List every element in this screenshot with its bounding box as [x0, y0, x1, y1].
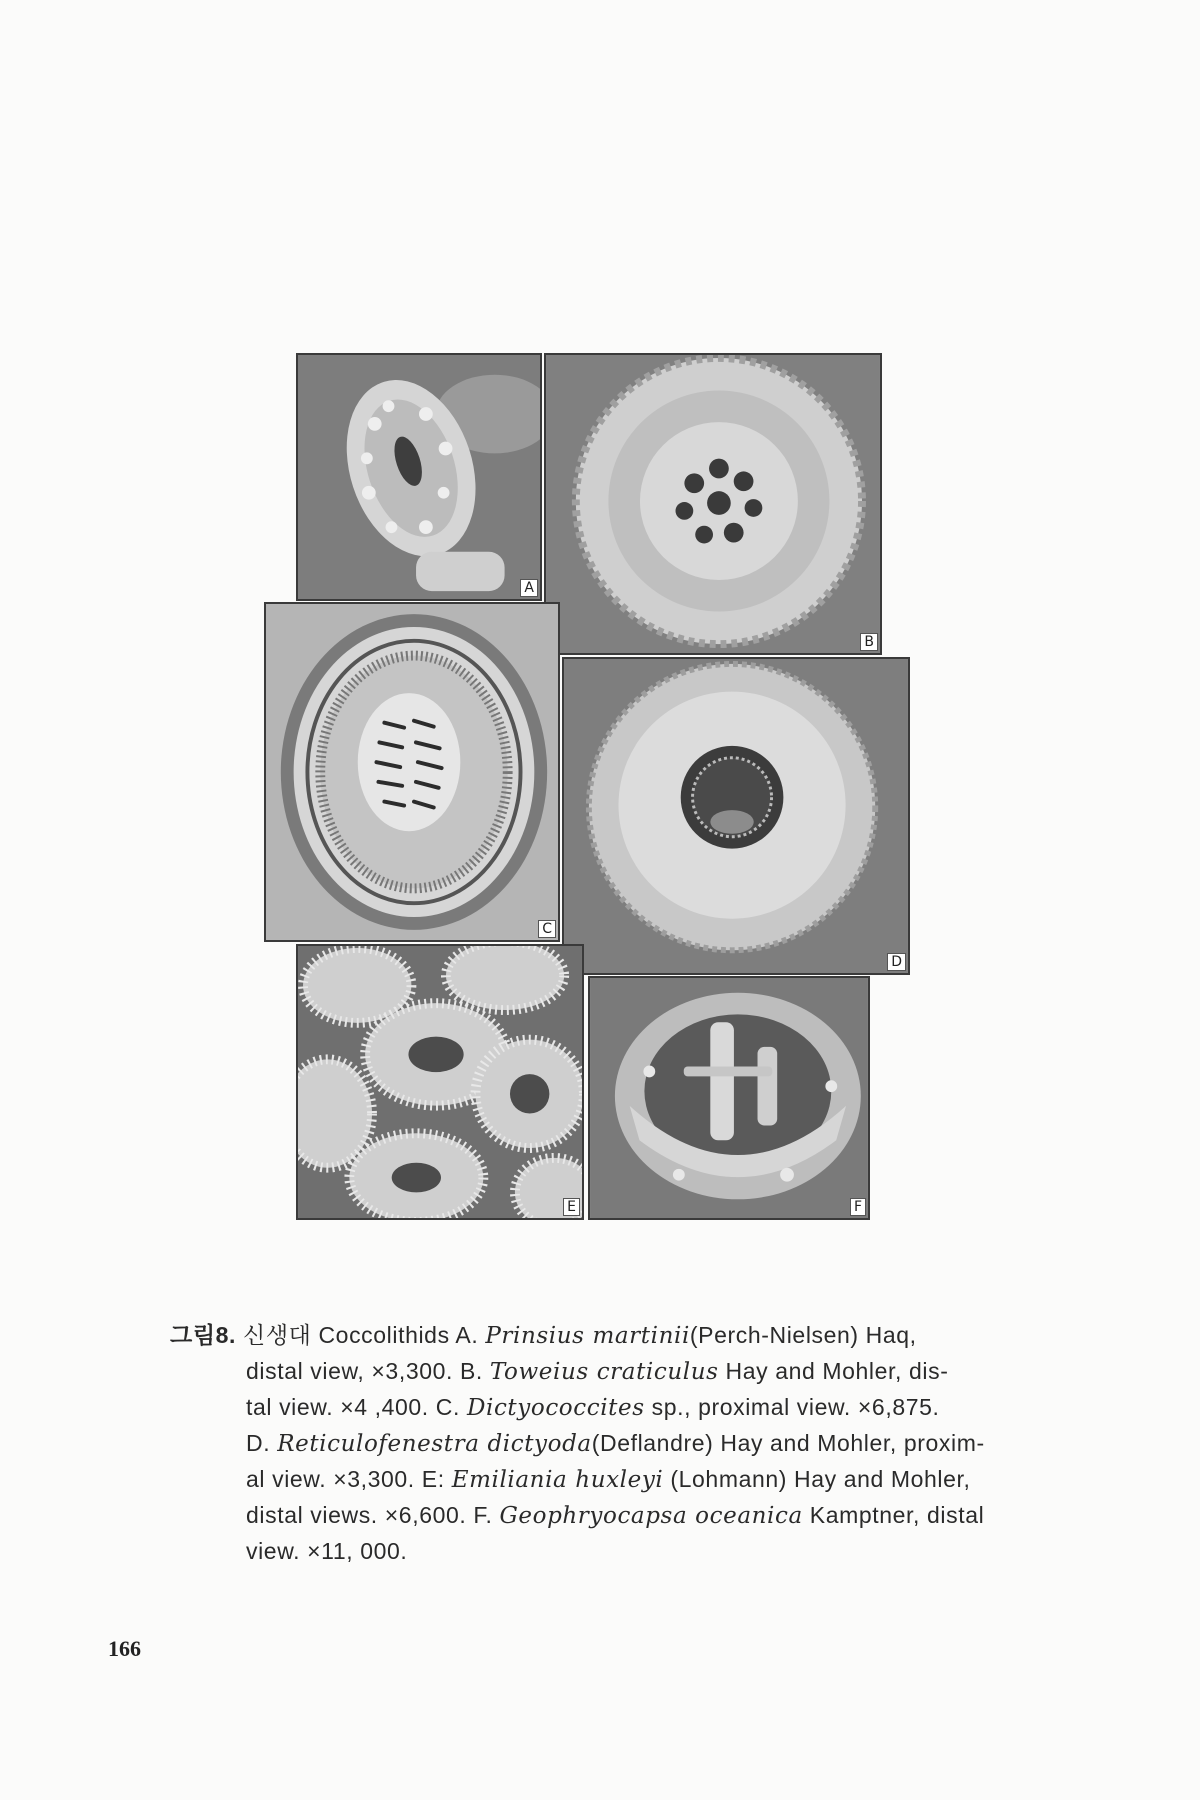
micrograph-panel-d [562, 657, 910, 975]
panel-label-d: D [887, 953, 906, 971]
caption-line-7: view. ×11, 000. [246, 1538, 408, 1564]
figure-caption [170, 1318, 1030, 1569]
panel-label-e: E [563, 1198, 580, 1216]
micrograph-panel-c [264, 602, 560, 942]
coccolith-oval-knobbed-icon [298, 355, 540, 599]
panel-label-c: C [538, 920, 556, 938]
page-number: 166 [108, 1636, 141, 1661]
caption-line-3: tal view. ×4 ,400. C. Dictyococcites sp., proximal view. ×6,875. [246, 1394, 940, 1421]
caption-line-1: 그림8. 신생대 Coccolithids A. Prinsius martinii(Perch-Nielsen) Haq, [170, 1322, 917, 1349]
coccolith-crenulated-ring-icon [546, 355, 880, 653]
micrograph-panel-e [296, 944, 584, 1220]
micrograph-panel-a [296, 353, 542, 601]
panel-label-b: B [860, 633, 878, 651]
coccolith-arched-icon [590, 978, 868, 1218]
micrograph-panel-b [544, 353, 882, 655]
caption-line-2: distal view, ×3,300. B. Toweius craticulus Hay and Mohler, dis- [246, 1358, 949, 1385]
coccolith-cluster-icon [298, 946, 582, 1218]
figure-number: 그림8. [170, 1322, 237, 1348]
caption-line-5: al view. ×3,300. E: Emiliania huxleyi (Lohmann) Hay and Mohler, [246, 1466, 971, 1493]
coccolith-donut-icon [564, 659, 908, 973]
coccolith-elliptical-slits-icon [266, 604, 558, 940]
panel-label-f: F [850, 1198, 866, 1216]
caption-line-6: distal views. ×6,600. F. Geophryocapsa oceanica Kamptner, distal [246, 1502, 985, 1529]
panel-label-a: A [520, 579, 538, 597]
caption-line-4: D. Reticulofenestra dictyoda(Deflandre) Hay and Mohler, proxim- [246, 1430, 985, 1457]
micrograph-panel-f [588, 976, 870, 1220]
